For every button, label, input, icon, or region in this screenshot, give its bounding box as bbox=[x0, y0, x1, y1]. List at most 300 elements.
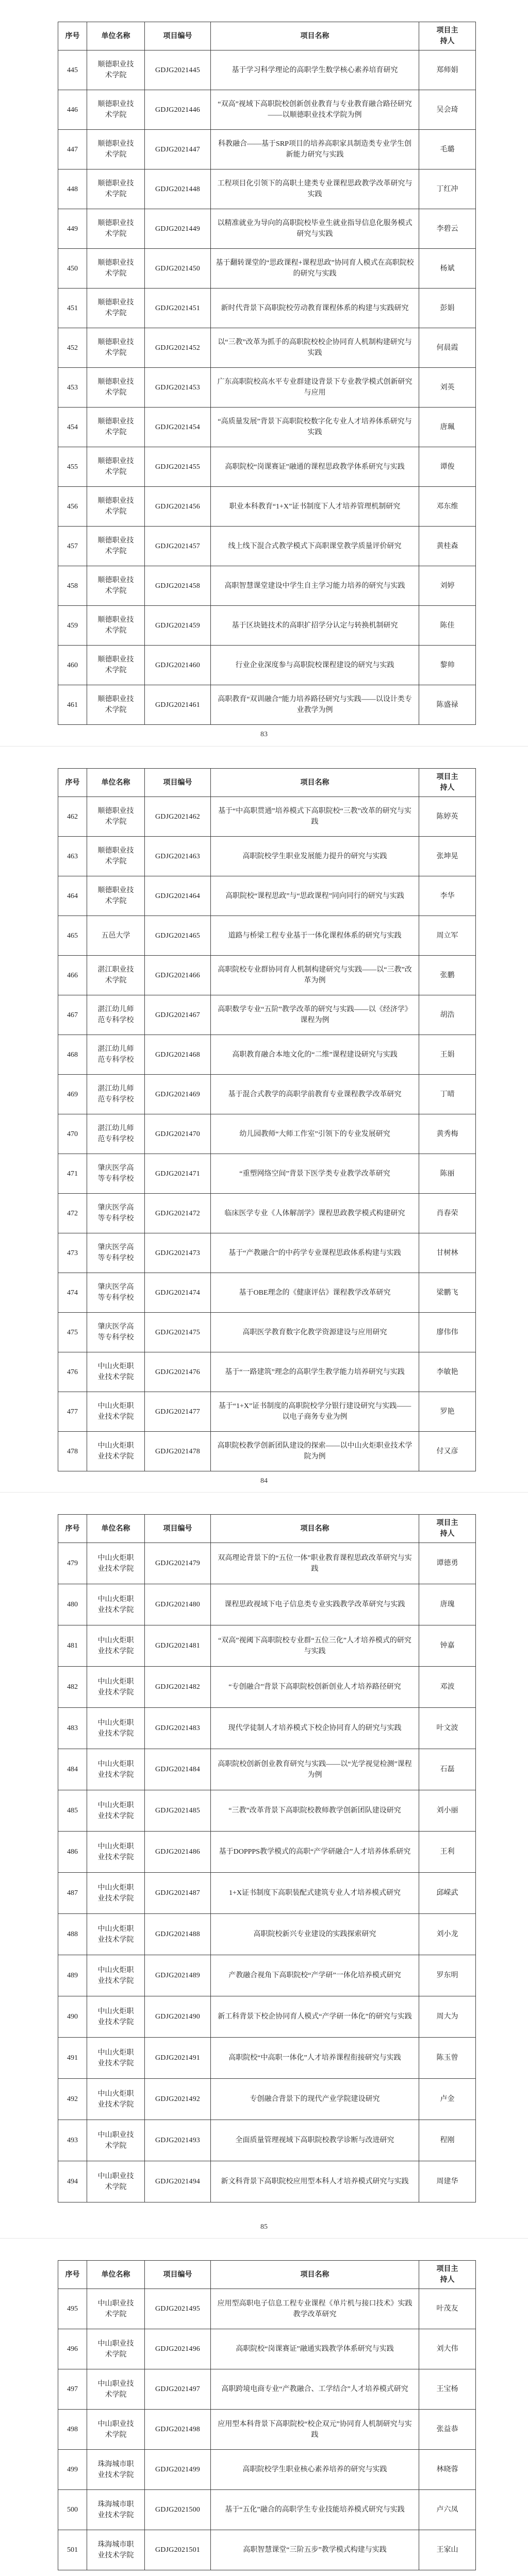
cell-code: GDJG2021463 bbox=[145, 837, 211, 876]
cell-host: 李碧云 bbox=[419, 209, 476, 249]
table-body bbox=[58, 2289, 476, 2570]
cell-code: GDJG2021451 bbox=[145, 289, 211, 328]
cell-unit bbox=[87, 1914, 145, 1955]
cell-title: 高职智慧课堂建设中学生自主学习能力培养的研究与实践 bbox=[211, 566, 419, 606]
unit-name: 中山火炬职业技术学院 bbox=[97, 1595, 134, 1614]
table-row bbox=[58, 606, 476, 646]
cell-host: 陈婷英 bbox=[419, 797, 476, 837]
table-row bbox=[58, 2329, 476, 2369]
header-host bbox=[419, 2261, 476, 2289]
cell-code: GDJG2021484 bbox=[145, 1749, 211, 1790]
cell-title: 高职院校“中高职一体化”人才培养课程衔接研究与实践 bbox=[211, 2038, 419, 2079]
unit-name: 顺德职业技术学院 bbox=[97, 696, 134, 714]
header-host bbox=[419, 22, 476, 50]
project-table bbox=[58, 2260, 476, 2570]
table-body bbox=[58, 797, 476, 1471]
table-row bbox=[58, 170, 476, 209]
cell-host: 石磊 bbox=[419, 1749, 476, 1790]
cell-host: 叶茂友 bbox=[419, 2289, 476, 2329]
table-header bbox=[58, 22, 476, 50]
cell-host: 陈丽 bbox=[419, 1154, 476, 1194]
cell-title: 课程思政视域下电子信息类专业实践教学改革研究与实践 bbox=[211, 1584, 419, 1625]
unit-name: 湛江幼儿师范专科学校 bbox=[97, 1006, 134, 1024]
cell-seq: 484 bbox=[58, 1749, 87, 1790]
cell-seq: 472 bbox=[58, 1194, 87, 1233]
cell-code: GDJG2021473 bbox=[145, 1233, 211, 1273]
cell-unit bbox=[87, 956, 145, 995]
cell-code: GDJG2021488 bbox=[145, 1914, 211, 1955]
unit-name: 顺德职业技术学院 bbox=[97, 180, 134, 198]
cell-title: 高职院校学生职业核心素养培养的研究与实践 bbox=[211, 2450, 419, 2490]
cell-seq: 460 bbox=[58, 646, 87, 685]
cell-code: GDJG2021460 bbox=[145, 646, 211, 685]
cell-unit bbox=[87, 289, 145, 328]
header-unit: 单位名称 bbox=[87, 22, 145, 50]
cell-unit bbox=[87, 1154, 145, 1194]
header-unit: 单位名称 bbox=[87, 769, 145, 797]
cell-title: 高职教育“双训融合”能力培养路径研究与实践——以设计类专业教学为例 bbox=[211, 685, 419, 725]
cell-unit bbox=[87, 447, 145, 487]
cell-seq: 459 bbox=[58, 606, 87, 646]
cell-host: 李华 bbox=[419, 876, 476, 916]
cell-seq: 457 bbox=[58, 527, 87, 566]
cell-title: 职业本科教育“1+X”证书制度下人才培养管理机制研究 bbox=[211, 487, 419, 527]
unit-name: 顺德职业技术学院 bbox=[97, 338, 134, 357]
unit-name: 中山火炬职业技术学院 bbox=[97, 1554, 134, 1573]
unit-name: 肇庆医学高等专科学校 bbox=[97, 1164, 134, 1183]
unit-name: 顺德职业技术学院 bbox=[97, 497, 134, 516]
cell-seq: 479 bbox=[58, 1543, 87, 1584]
cell-seq: 478 bbox=[58, 1432, 87, 1471]
document-page bbox=[0, 0, 528, 746]
unit-name: 中山火炬职业技术学院 bbox=[97, 1842, 134, 1861]
cell-seq: 456 bbox=[58, 487, 87, 527]
unit-name: 中山火炬职业技术学院 bbox=[97, 1719, 134, 1738]
unit-name: 顺德职业技术学院 bbox=[97, 656, 134, 674]
cell-title: 高职院校“岗课赛证”融通的课程思政教学体系研究与实践 bbox=[211, 447, 419, 487]
table-row bbox=[58, 1543, 476, 1584]
cell-unit bbox=[87, 837, 145, 876]
page-number: 84 bbox=[260, 1477, 268, 1485]
cell-unit bbox=[87, 2120, 145, 2161]
page-number: 85 bbox=[260, 2223, 268, 2231]
table-row bbox=[58, 956, 476, 995]
cell-title: 产教融合视角下高职院校“产学研”一体化培养模式研究 bbox=[211, 1955, 419, 1996]
cell-seq: 501 bbox=[58, 2530, 87, 2570]
cell-code: GDJG2021468 bbox=[145, 1035, 211, 1075]
cell-unit bbox=[87, 1114, 145, 1154]
cell-code: GDJG2021447 bbox=[145, 130, 211, 170]
cell-unit bbox=[87, 1392, 145, 1432]
cell-host: 廖伟伟 bbox=[419, 1313, 476, 1352]
cell-code: GDJG2021481 bbox=[145, 1625, 211, 1667]
table-row bbox=[58, 1914, 476, 1955]
cell-code: GDJG2021459 bbox=[145, 606, 211, 646]
table-row bbox=[58, 328, 476, 368]
cell-seq: 494 bbox=[58, 2161, 87, 2202]
table-row bbox=[58, 1708, 476, 1749]
table-row bbox=[58, 566, 476, 606]
cell-unit bbox=[87, 2369, 145, 2410]
header-host bbox=[419, 769, 476, 797]
cell-seq: 476 bbox=[58, 1352, 87, 1392]
cell-host: 周立军 bbox=[419, 916, 476, 956]
cell-seq: 495 bbox=[58, 2289, 87, 2329]
table-body bbox=[58, 1543, 476, 2202]
header-row bbox=[58, 22, 476, 50]
header-seq: 序号 bbox=[58, 769, 87, 797]
header-host-label: 项目主持人 bbox=[436, 773, 458, 792]
cell-unit bbox=[87, 1313, 145, 1352]
cell-host: 胡浩 bbox=[419, 995, 476, 1035]
unit-name: 中山职业技术学院 bbox=[97, 2420, 134, 2439]
cell-host: 谭德勇 bbox=[419, 1543, 476, 1584]
cell-unit bbox=[87, 2329, 145, 2369]
header-seq: 序号 bbox=[58, 22, 87, 50]
cell-seq: 490 bbox=[58, 1996, 87, 2038]
cell-seq: 497 bbox=[58, 2369, 87, 2410]
cell-host: 王娟 bbox=[419, 1035, 476, 1075]
cell-seq: 485 bbox=[58, 1790, 87, 1832]
cell-host: 陈佳 bbox=[419, 606, 476, 646]
cell-code: GDJG2021446 bbox=[145, 90, 211, 130]
cell-unit bbox=[87, 876, 145, 916]
cell-host: 梁鹏飞 bbox=[419, 1273, 476, 1313]
cell-host: 唐珮 bbox=[419, 408, 476, 447]
cell-seq: 491 bbox=[58, 2038, 87, 2079]
unit-name: 中山职业技术学院 bbox=[97, 2380, 134, 2399]
cell-code: GDJG2021487 bbox=[145, 1873, 211, 1914]
cell-code: GDJG2021467 bbox=[145, 995, 211, 1035]
cell-host: 何晨霞 bbox=[419, 328, 476, 368]
unit-name: 中山职业技术学院 bbox=[97, 2131, 134, 2150]
header-title: 项目名称 bbox=[211, 769, 419, 797]
cell-seq: 487 bbox=[58, 1873, 87, 1914]
unit-name: 中山火炬职业技术学院 bbox=[97, 1966, 134, 1985]
cell-title: 以精准就业为导向的高职院校毕业生就业指导信息化服务模式研究与实践 bbox=[211, 209, 419, 249]
project-table bbox=[58, 1514, 476, 2202]
cell-seq: 447 bbox=[58, 130, 87, 170]
unit-name: 中山职业技术学院 bbox=[97, 2340, 134, 2359]
cell-code: GDJG2021471 bbox=[145, 1154, 211, 1194]
unit-name: 珠海城市职业技术学院 bbox=[97, 2460, 134, 2479]
cell-title: 基于“中高职贯通”培养模式下高职院校“三教”改革的研究与实践 bbox=[211, 797, 419, 837]
cell-title: “高质量发展”背景下高职院校数字化专业人才培养体系研究与实践 bbox=[211, 408, 419, 447]
table-row bbox=[58, 1873, 476, 1914]
cell-host: 刘英 bbox=[419, 368, 476, 408]
table-row bbox=[58, 1233, 476, 1273]
cell-seq: 473 bbox=[58, 1233, 87, 1273]
cell-code: GDJG2021464 bbox=[145, 876, 211, 916]
unit-name: 顺德职业技术学院 bbox=[97, 61, 134, 79]
cell-seq: 451 bbox=[58, 289, 87, 328]
cell-host: 卢金 bbox=[419, 2079, 476, 2120]
table-body bbox=[58, 50, 476, 725]
table-row bbox=[58, 249, 476, 289]
cell-seq: 448 bbox=[58, 170, 87, 209]
cell-host: 郑师娟 bbox=[419, 50, 476, 90]
cell-seq: 500 bbox=[58, 2490, 87, 2530]
table-row bbox=[58, 1832, 476, 1873]
header-unit: 单位名称 bbox=[87, 1515, 145, 1543]
cell-code: GDJG2021476 bbox=[145, 1352, 211, 1392]
table-row bbox=[58, 646, 476, 685]
unit-name: 中山火炬职业技术学院 bbox=[97, 1925, 134, 1944]
cell-seq: 483 bbox=[58, 1708, 87, 1749]
cell-code: GDJG2021493 bbox=[145, 2120, 211, 2161]
unit-name: 中山火炬职业技术学院 bbox=[97, 1402, 134, 1421]
cell-unit bbox=[87, 1075, 145, 1114]
cell-code: GDJG2021497 bbox=[145, 2369, 211, 2410]
unit-name: 五邑大学 bbox=[101, 931, 130, 940]
cell-code: GDJG2021496 bbox=[145, 2329, 211, 2369]
table-row bbox=[58, 130, 476, 170]
cell-code: GDJG2021486 bbox=[145, 1832, 211, 1873]
cell-title: “三教”改革背景下高职院校教师教学创新团队建设研究 bbox=[211, 1790, 419, 1832]
table-row bbox=[58, 408, 476, 447]
cell-seq: 445 bbox=[58, 50, 87, 90]
cell-title: 高职院校学生职业发展能力提升的研究与实践 bbox=[211, 837, 419, 876]
cell-code: GDJG2021452 bbox=[145, 328, 211, 368]
table-row bbox=[58, 1790, 476, 1832]
cell-unit bbox=[87, 1790, 145, 1832]
unit-name: 中山火炬职业技术学院 bbox=[97, 1363, 134, 1381]
cell-unit bbox=[87, 1708, 145, 1749]
cell-seq: 499 bbox=[58, 2450, 87, 2490]
cell-unit bbox=[87, 209, 145, 249]
table-row bbox=[58, 1194, 476, 1233]
cell-title: 临床医学专业《人体解剖学》课程思政教学模式构建研究 bbox=[211, 1194, 419, 1233]
cell-code: GDJG2021458 bbox=[145, 566, 211, 606]
header-code: 项目编号 bbox=[145, 22, 211, 50]
table-row bbox=[58, 2530, 476, 2570]
unit-name: 珠海城市职业技术学院 bbox=[97, 2540, 134, 2560]
unit-name: 湛江职业技术学院 bbox=[97, 966, 134, 985]
table-row bbox=[58, 1035, 476, 1075]
table-row bbox=[58, 2289, 476, 2329]
cell-host: 周大为 bbox=[419, 1996, 476, 2038]
cell-code: GDJG2021474 bbox=[145, 1273, 211, 1313]
cell-seq: 493 bbox=[58, 2120, 87, 2161]
cell-code: GDJG2021455 bbox=[145, 447, 211, 487]
cell-code: GDJG2021465 bbox=[145, 916, 211, 956]
header-title: 项目名称 bbox=[211, 1515, 419, 1543]
cell-host: 程刚 bbox=[419, 2120, 476, 2161]
cell-host: 周建华 bbox=[419, 2161, 476, 2202]
cell-unit bbox=[87, 328, 145, 368]
cell-title: 基于“五化”融合的高职学生专业技能培养模式研究与实践 bbox=[211, 2490, 419, 2530]
cell-host: 丁晴 bbox=[419, 1075, 476, 1114]
cell-seq: 453 bbox=[58, 368, 87, 408]
document-page bbox=[0, 1492, 528, 2238]
table-row bbox=[58, 1075, 476, 1114]
project-table bbox=[58, 768, 476, 1471]
cell-code: GDJG2021483 bbox=[145, 1708, 211, 1749]
cell-title: 基于“产教融合”的中药学专业课程思政体系构建与实践 bbox=[211, 1233, 419, 1273]
cell-code: GDJG2021490 bbox=[145, 1996, 211, 2038]
cell-seq: 475 bbox=[58, 1313, 87, 1352]
cell-title: 高职院校教学创新团队建设的探索——以中山火炬职业技术学院为例 bbox=[211, 1432, 419, 1471]
cell-seq: 471 bbox=[58, 1154, 87, 1194]
cell-unit bbox=[87, 1667, 145, 1708]
table-row bbox=[58, 447, 476, 487]
cell-title: 1+X证书制度下高职装配式建筑专业人才培养模式研究 bbox=[211, 1873, 419, 1914]
unit-name: 中山火炬职业技术学院 bbox=[97, 1884, 134, 1903]
cell-host: 毛璐 bbox=[419, 130, 476, 170]
unit-name: 顺德职业技术学院 bbox=[97, 299, 134, 317]
header-title: 项目名称 bbox=[211, 2261, 419, 2289]
cell-unit bbox=[87, 368, 145, 408]
table-row bbox=[58, 2369, 476, 2410]
unit-name: 中山火炬职业技术学院 bbox=[97, 1636, 134, 1655]
unit-name: 中山火炬职业技术学院 bbox=[97, 1801, 134, 1820]
unit-name: 顺德职业技术学院 bbox=[97, 219, 134, 238]
header-host-label: 项目主持人 bbox=[436, 2265, 458, 2284]
cell-host: 唐瑰 bbox=[419, 1584, 476, 1625]
cell-host: 卢六凤 bbox=[419, 2490, 476, 2530]
cell-title: 高职院校“岗课赛证”融通实践教学体系研究与实践 bbox=[211, 2329, 419, 2369]
cell-unit bbox=[87, 1273, 145, 1313]
cell-host: 邱嵘武 bbox=[419, 1873, 476, 1914]
unit-name: 中山职业技术学院 bbox=[97, 2299, 134, 2318]
cell-host: 彭娟 bbox=[419, 289, 476, 328]
header-host bbox=[419, 1515, 476, 1543]
cell-host: 谭俊 bbox=[419, 447, 476, 487]
cell-title: 基于“1+X”证书制度的高职院校学分银行建设研究与实践——以电子商务专业为例 bbox=[211, 1392, 419, 1432]
cell-unit bbox=[87, 2490, 145, 2530]
cell-unit bbox=[87, 2410, 145, 2450]
cell-code: GDJG2021494 bbox=[145, 2161, 211, 2202]
table-row bbox=[58, 1114, 476, 1154]
cell-seq: 446 bbox=[58, 90, 87, 130]
cell-host: 丁红冲 bbox=[419, 170, 476, 209]
cell-title: 高职医学教育数字化教学资源建设与应用研究 bbox=[211, 1313, 419, 1352]
cell-host: 刘小丽 bbox=[419, 1790, 476, 1832]
cell-title: 专创融合背景下的现代产业学院建设研究 bbox=[211, 2079, 419, 2120]
cell-host: 王利 bbox=[419, 1832, 476, 1873]
cell-code: GDJG2021454 bbox=[145, 408, 211, 447]
cell-unit bbox=[87, 1352, 145, 1392]
cell-unit bbox=[87, 50, 145, 90]
table-row bbox=[58, 50, 476, 90]
unit-name: 顺德职业技术学院 bbox=[97, 140, 134, 159]
table-row bbox=[58, 876, 476, 916]
table-row bbox=[58, 916, 476, 956]
table-row bbox=[58, 368, 476, 408]
cell-host: 张鹏 bbox=[419, 956, 476, 995]
cell-title: 高职院校“课程思政”与“思政课程”同向同行的研究与实践 bbox=[211, 876, 419, 916]
table-row bbox=[58, 90, 476, 130]
cell-title: 基于翻转课堂的“思政课程+课程思政”协同育人模式在高职院校的研究与实践 bbox=[211, 249, 419, 289]
cell-title: 行业企业深度参与高职院校课程建设的研究与实践 bbox=[211, 646, 419, 685]
unit-name: 肇庆医学高等专科学校 bbox=[97, 1244, 134, 1262]
header-host-label: 项目主持人 bbox=[436, 1519, 458, 1538]
unit-name: 中山火炬职业技术学院 bbox=[97, 2007, 134, 2026]
cell-unit bbox=[87, 685, 145, 725]
cell-unit bbox=[87, 2038, 145, 2079]
cell-unit bbox=[87, 1749, 145, 1790]
cell-title: 工程项目化引领下的高职土建类专业课程思政教学改革研究与实践 bbox=[211, 170, 419, 209]
cell-seq: 455 bbox=[58, 447, 87, 487]
cell-title: 应用型高职电子信息工程专业课程《单片机与接口技术》实践教学改革研究 bbox=[211, 2289, 419, 2329]
cell-code: GDJG2021482 bbox=[145, 1667, 211, 1708]
cell-seq: 488 bbox=[58, 1914, 87, 1955]
cell-seq: 468 bbox=[58, 1035, 87, 1075]
cell-title: 基于“一路建筑”理念的高职学生教学能力培养研究与实践 bbox=[211, 1352, 419, 1392]
cell-host: 张坤晃 bbox=[419, 837, 476, 876]
cell-unit bbox=[87, 2289, 145, 2329]
cell-title: 科教融合——基于SRP项目的培养高职家具制造类专业学生创新能力研究与实践 bbox=[211, 130, 419, 170]
cell-title: 基于DOPPPS教学模式的高职“产学研融合”人才培养体系研究 bbox=[211, 1832, 419, 1873]
cell-seq: 462 bbox=[58, 797, 87, 837]
unit-name: 中山职业技术学院 bbox=[97, 2172, 134, 2191]
cell-seq: 489 bbox=[58, 1955, 87, 1996]
cell-title: “双高”视阈下高职院校专业群“五位三化”人才培养模式的研究与实践 bbox=[211, 1625, 419, 1667]
unit-name: 湛江幼儿师范专科学校 bbox=[97, 1085, 134, 1104]
cell-code: GDJG2021450 bbox=[145, 249, 211, 289]
cell-code: GDJG2021492 bbox=[145, 2079, 211, 2120]
unit-name: 顺德职业技术学院 bbox=[97, 378, 134, 397]
table-header bbox=[58, 769, 476, 797]
table-row bbox=[58, 2450, 476, 2490]
cell-seq: 498 bbox=[58, 2410, 87, 2450]
unit-name: 顺德职业技术学院 bbox=[97, 457, 134, 476]
cell-seq: 467 bbox=[58, 995, 87, 1035]
table-header bbox=[58, 1515, 476, 1543]
cell-host: 刘婷 bbox=[419, 566, 476, 606]
cell-unit bbox=[87, 1584, 145, 1625]
cell-unit bbox=[87, 1543, 145, 1584]
cell-seq: 480 bbox=[58, 1584, 87, 1625]
table-row bbox=[58, 1955, 476, 1996]
document-page bbox=[0, 746, 528, 1492]
cell-title: 全面质量管理视域下高职院校教学诊断与改进研究 bbox=[211, 2120, 419, 2161]
unit-name: 湛江幼儿师范专科学校 bbox=[97, 1045, 134, 1064]
unit-name: 肇庆医学高等专科学校 bbox=[97, 1204, 134, 1223]
cell-code: GDJG2021479 bbox=[145, 1543, 211, 1584]
table-row bbox=[58, 1154, 476, 1194]
unit-name: 中山火炬职业技术学院 bbox=[97, 1677, 134, 1697]
cell-code: GDJG2021469 bbox=[145, 1075, 211, 1114]
cell-title: “重塑网络空间”背景下医学类专业教学改革研究 bbox=[211, 1154, 419, 1194]
cell-host: 刘大伟 bbox=[419, 2329, 476, 2369]
table-row bbox=[58, 2120, 476, 2161]
cell-code: GDJG2021448 bbox=[145, 170, 211, 209]
unit-name: 中山火炬职业技术学院 bbox=[97, 1442, 134, 1461]
table-row bbox=[58, 1584, 476, 1625]
unit-name: 肇庆医学高等专科学校 bbox=[97, 1323, 134, 1342]
header-host-label: 项目主持人 bbox=[436, 27, 458, 45]
document-page bbox=[0, 2238, 528, 2576]
unit-name: 中山火炬职业技术学院 bbox=[97, 2048, 134, 2067]
cell-unit bbox=[87, 1955, 145, 1996]
cell-unit bbox=[87, 408, 145, 447]
cell-seq: 496 bbox=[58, 2329, 87, 2369]
cell-unit bbox=[87, 1832, 145, 1873]
header-code: 项目编号 bbox=[145, 769, 211, 797]
cell-title: “专创融合”背景下高职院校创新创业人才培养路径研究 bbox=[211, 1667, 419, 1708]
table-row bbox=[58, 2161, 476, 2202]
cell-host: 杨斌 bbox=[419, 249, 476, 289]
cell-host: 林晓蓉 bbox=[419, 2450, 476, 2490]
cell-code: GDJG2021462 bbox=[145, 797, 211, 837]
cell-title: 高职院校专业群协同育人机制构建研究与实践——以“三教”改革为例 bbox=[211, 956, 419, 995]
cell-title: “双高”视域下高职院校创新创业教育与专业教育融合路径研究——以顺德职业技术学院为例 bbox=[211, 90, 419, 130]
table-row bbox=[58, 1432, 476, 1471]
cell-title: 线上线下混合式教学模式下高职课堂教学质量评价研究 bbox=[211, 527, 419, 566]
table-row bbox=[58, 527, 476, 566]
project-table bbox=[58, 22, 476, 725]
